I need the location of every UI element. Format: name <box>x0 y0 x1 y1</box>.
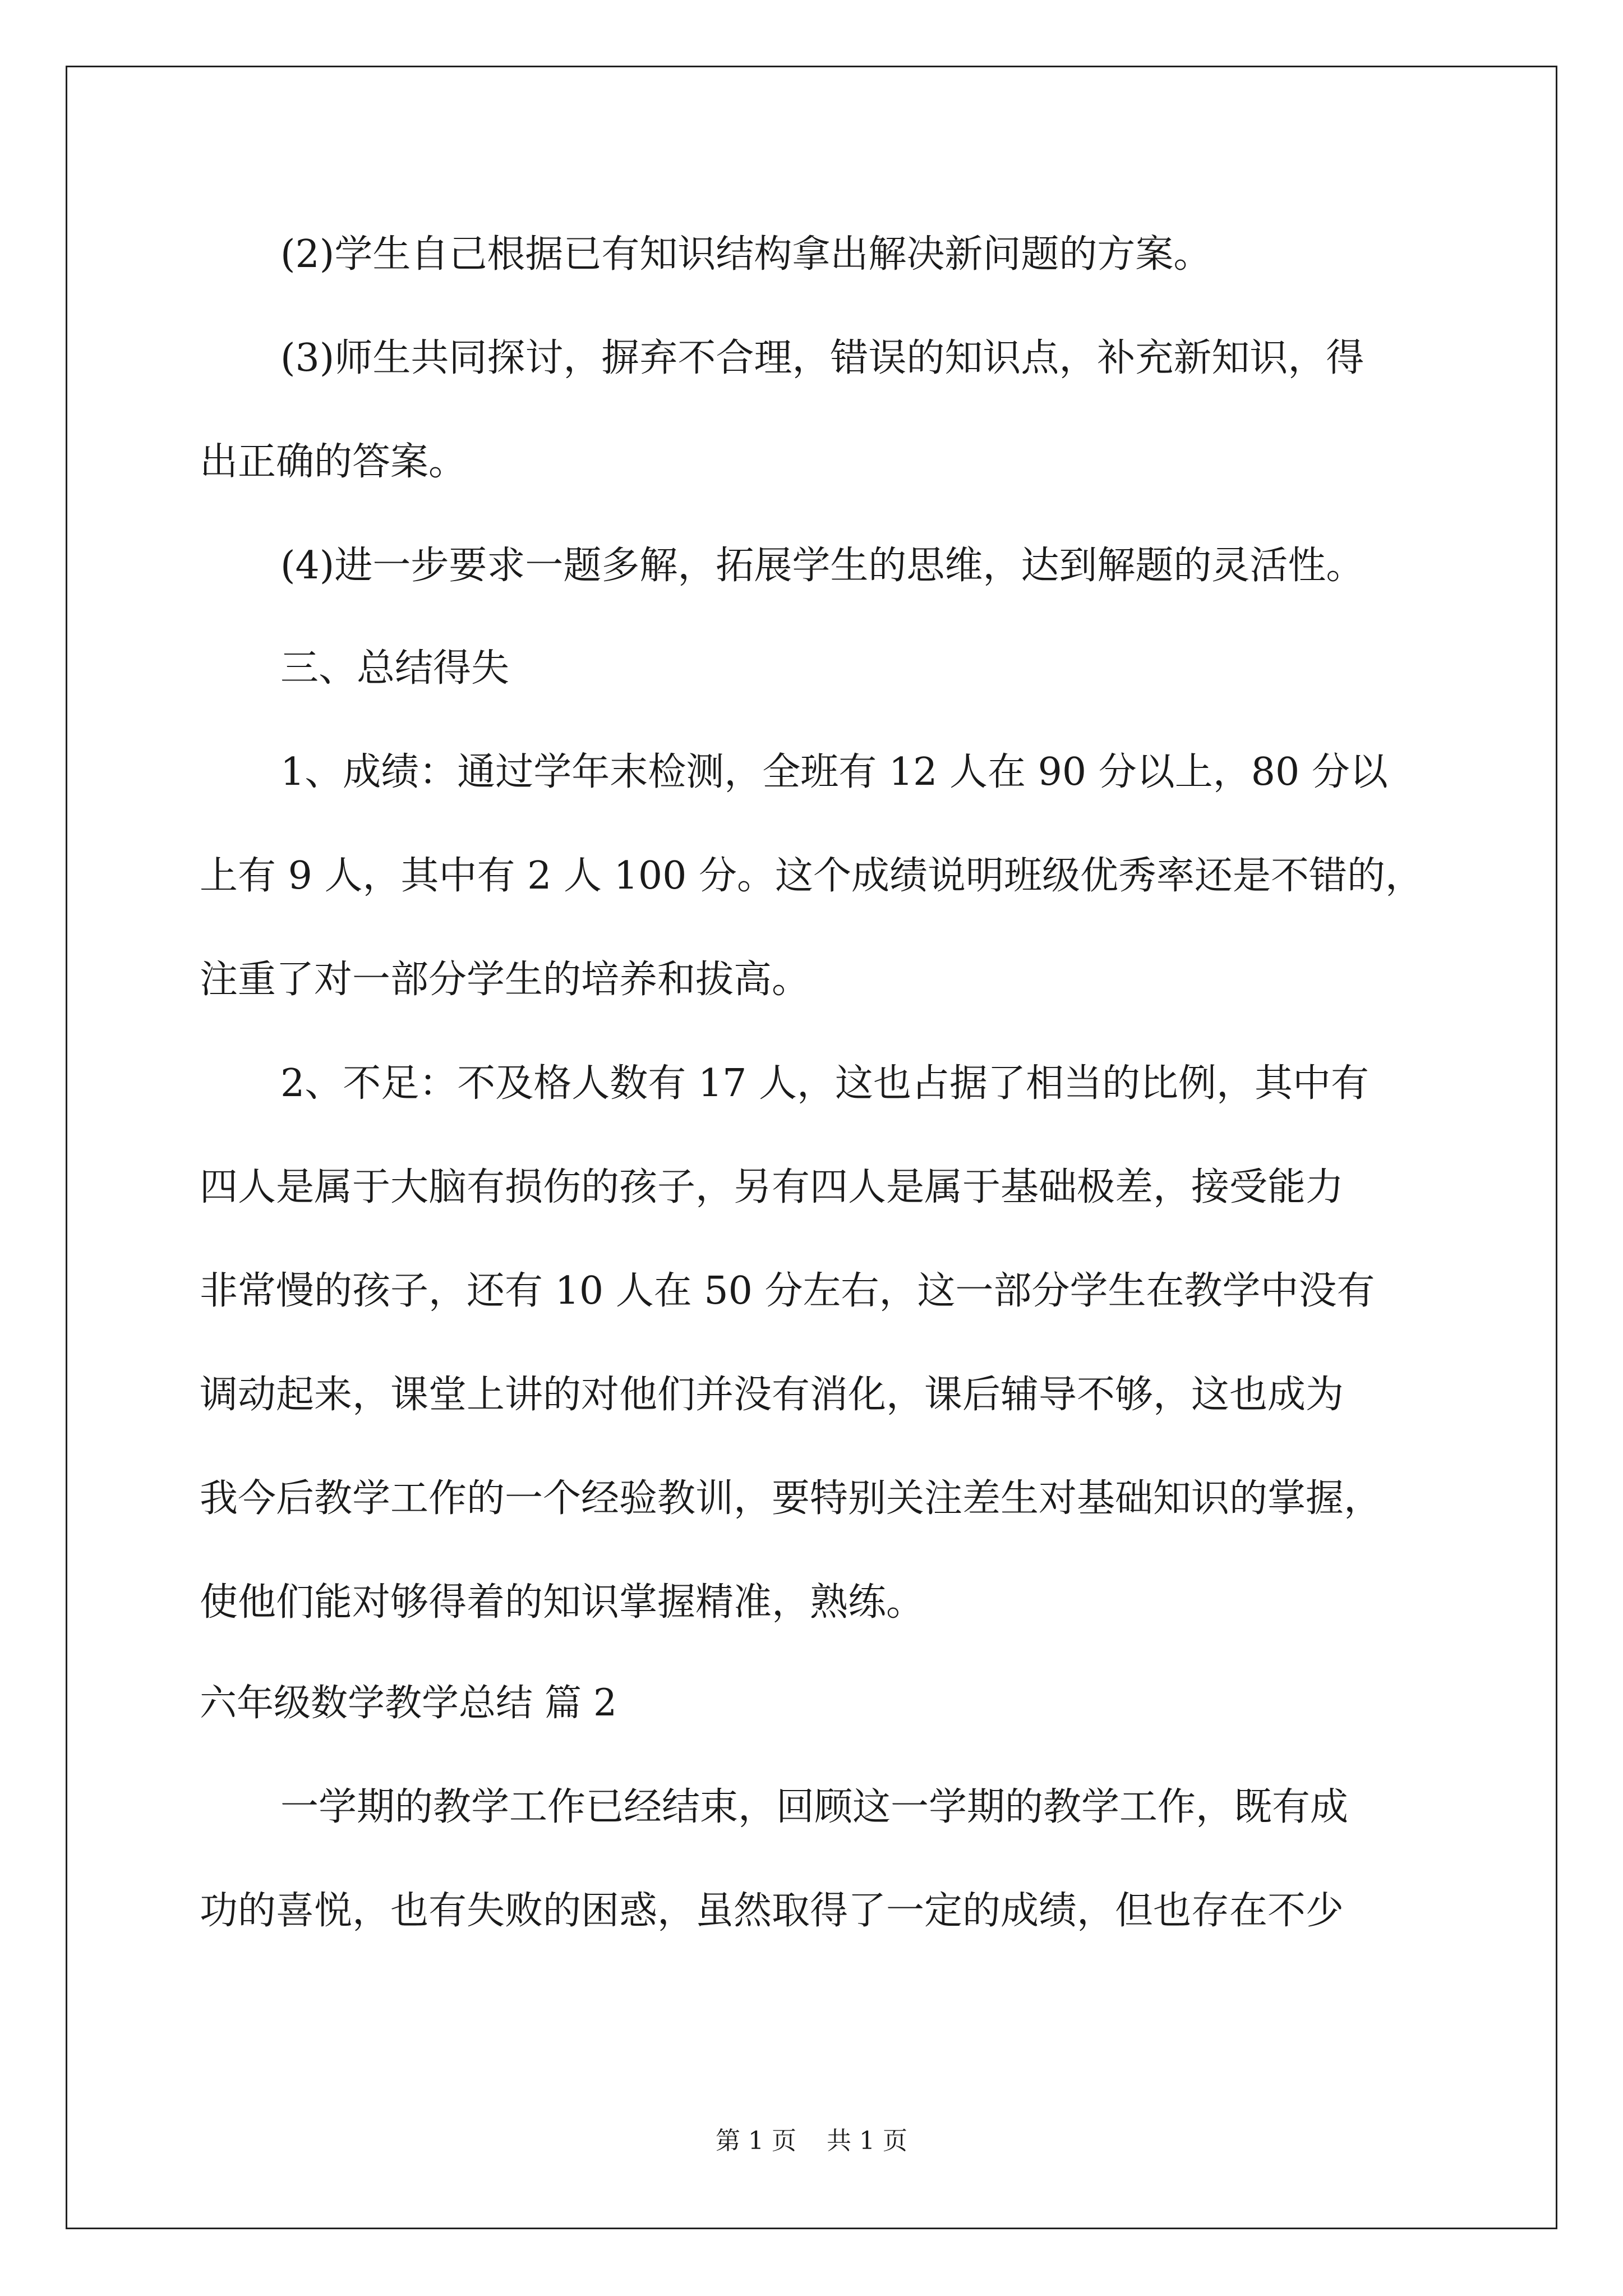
paragraph-line: 非常慢的孩子，还有 10 人在 50 分左右，这一部分学生在教学中没有 <box>200 1269 1375 1313</box>
paragraph-line: 四人是属于大脑有损伤的孩子，另有四人是属于基础极差，接受能力 <box>200 1165 1344 1209</box>
paragraph-line: 一学期的教学工作已经结束，回顾这一学期的教学工作，既有成 <box>280 1785 1349 1829</box>
paragraph-line: 功的喜悦，也有失败的困惑，虽然取得了一定的成绩，但也存在不少 <box>200 1889 1344 1933</box>
paragraph-line: 我今后教学工作的一个经验教训，要特别关注差生对基础知识的掌握， <box>200 1476 1382 1521</box>
paragraph-line: 使他们能对够得着的知识掌握精准，熟练。 <box>200 1580 925 1625</box>
paragraph-line: (4)进一步要求一题多解，拓展学生的思维，达到解题的灵活性。 <box>280 544 1364 588</box>
page-number-current: 第 1 页 <box>716 2127 796 2155</box>
section-heading: 三、总结得失 <box>280 646 510 691</box>
paragraph-line: 1、成绩：通过学年末检测，全班有 12 人在 90 分以上，80 分以 <box>280 750 1388 794</box>
page-number-total: 共 1 页 <box>827 2127 907 2155</box>
paragraph-line: 2、不足：不及格人数有 17 人，这也占据了相当的比例，其中有 <box>280 1061 1370 1106</box>
paragraph-line: 出正确的答案。 <box>200 440 467 484</box>
page-footer <box>0 2129 1623 2154</box>
paragraph-line: (3)师生共同探讨，摒弃不合理，错误的知识点，补充新知识，得 <box>280 336 1364 380</box>
section-title: 六年级数学教学总结 篇 2 <box>200 1681 617 1724</box>
paragraph-line: 调动起来，课堂上讲的对他们并没有消化，课后辅导不够，这也成为 <box>200 1373 1344 1417</box>
paragraph-line: 注重了对一部分学生的培养和拔高。 <box>200 958 810 1002</box>
paragraph-line: 上有 9 人，其中有 2 人 100 分。这个成绩说明班级优秀率还是不错的， <box>200 854 1424 898</box>
paragraph-line: (2)学生自己根据已有知识结构拿出解决新问题的方案。 <box>280 232 1212 277</box>
